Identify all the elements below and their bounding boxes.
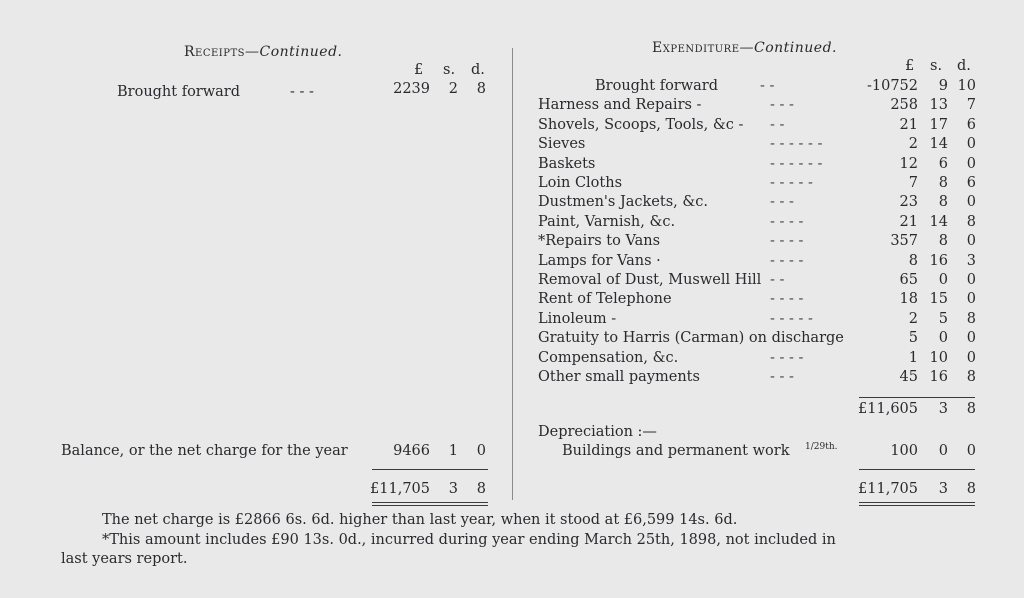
expenditure-item-dashes: - - - - (770, 349, 804, 366)
column-divider (512, 48, 513, 500)
expenditure-item-dashes: - - - - - (770, 175, 813, 191)
expenditure-item-pence: 0 (966, 155, 976, 172)
expenditure-col-pounds: £ (905, 58, 915, 74)
footnote-asterisk: *This amount includes £90 13s. 0d., incurred during year ending March 25th, 1898, not included in (102, 532, 836, 548)
expenditure-item-label: Compensation, &c. (538, 349, 679, 366)
expenditure-item-label: Linoleum - (538, 310, 617, 327)
expenditure-item-shillings: 15 (929, 291, 948, 308)
expenditure-item-pence: 3 (966, 252, 976, 269)
expenditure-item-pence: 10 (957, 78, 976, 94)
expenditure-item-shillings: 10 (929, 349, 948, 366)
expenditure-item-label: *Repairs to Vans (538, 233, 661, 250)
expenditure-item-shillings: 5 (938, 310, 948, 327)
receipts-balance-label: Balance, or the net charge for the year (61, 443, 348, 459)
depreciation-item-label: Buildings and permanent work (562, 443, 790, 459)
depreciation-item-shillings: 0 (938, 443, 948, 459)
expenditure-item-pounds: 2 (908, 136, 918, 153)
expenditure-item-pounds: 2 (908, 310, 918, 327)
expenditure-item-pence: 7 (966, 97, 976, 114)
expenditure-item-pounds: 23 (899, 194, 918, 211)
expenditure-item-pence: 8 (966, 310, 976, 327)
expenditure-item-dashes: - - - - (770, 291, 804, 308)
expenditure-total-rule-bottom-1 (859, 502, 975, 503)
expenditure-item-pence: 6 (966, 116, 976, 133)
receipts-brought-forward-pence: 8 (476, 81, 486, 97)
receipts-total-rule-bottom-1 (372, 502, 488, 503)
expenditure-item-label: Rent of Telephone (538, 291, 672, 308)
depreciation-item-pounds: 100 (890, 443, 918, 459)
expenditure-heading-main: Expenditure (652, 40, 740, 56)
expenditure-item-pounds: -10752 (866, 78, 918, 94)
expenditure-item-dashes: - - (770, 116, 785, 133)
expenditure-item-dashes: - - - - - (770, 310, 813, 327)
expenditure-item-pounds: 21 (899, 213, 918, 230)
receipts-col-shillings: s. (443, 62, 456, 78)
expenditure-item-pence: 0 (966, 136, 976, 153)
expenditure-item-pounds: 7 (908, 175, 918, 191)
expenditure-total-pence: 8 (966, 481, 976, 497)
expenditure-item-shillings: 8 (938, 233, 948, 250)
expenditure-item-pounds: 258 (890, 97, 918, 114)
depreciation-item-pence: 0 (966, 443, 976, 459)
receipts-brought-forward-label: Brought forward (117, 84, 241, 100)
expenditure-item-dashes: - - - (770, 97, 794, 114)
receipts-total-pounds: £11,705 (370, 481, 430, 497)
expenditure-item-pence: 6 (966, 175, 976, 191)
expenditure-total-shillings: 3 (938, 481, 948, 497)
expenditure-heading-sub: —Continued. (739, 40, 838, 56)
expenditure-item-shillings: 8 (938, 194, 948, 211)
expenditure-total-pounds: £11,705 (858, 481, 918, 497)
expenditure-item-shillings: 17 (929, 116, 948, 133)
expenditure-item-pounds: 21 (899, 116, 918, 133)
expenditure-item-shillings: 14 (929, 213, 948, 230)
expenditure-item-label: Shovels, Scoops, Tools, &c - (538, 116, 744, 133)
expenditure-item-shillings: 8 (938, 175, 948, 191)
receipts-total-rule-top (372, 469, 488, 470)
expenditure-item-pence: 0 (966, 291, 976, 308)
expenditure-subtotal-pounds: £11,605 (858, 401, 918, 417)
expenditure-item-dashes: - - - (770, 194, 794, 211)
expenditure-item-shillings: 0 (938, 330, 948, 347)
expenditure-heading (652, 40, 837, 56)
receipts-col-pence: d. (471, 62, 485, 78)
expenditure-item-shillings: 6 (938, 155, 948, 172)
expenditure-col-shillings: s. (930, 58, 943, 74)
expenditure-item-pounds: 45 (899, 369, 918, 385)
expenditure-total-rule-top (859, 469, 975, 470)
expenditure-item-label: Sieves (538, 136, 586, 153)
expenditure-item-pence: 0 (966, 349, 976, 366)
expenditure-total-rule-bottom-2 (859, 505, 975, 506)
expenditure-item-label: Gratuity to Harris (Carman) on discharge (538, 330, 844, 347)
expenditure-item-shillings: 16 (929, 369, 948, 385)
expenditure-item-label: Dustmen's Jackets, &c. (538, 194, 709, 211)
expenditure-subtotal-rule (859, 397, 975, 398)
receipts-col-pounds: £ (414, 62, 424, 78)
expenditure-item-shillings: 13 (929, 97, 948, 114)
receipts-balance-shillings: 1 (448, 443, 458, 459)
expenditure-item-label: Other small payments (538, 369, 700, 385)
expenditure-item-pounds: 357 (890, 233, 918, 250)
expenditure-item-dashes: - - - (770, 369, 794, 385)
expenditure-item-dashes: - - - - - - (770, 136, 823, 153)
receipts-balance-pounds: 9466 (393, 443, 430, 459)
expenditure-item-pence: 8 (966, 369, 976, 385)
depreciation-item-note: 1/29th. (805, 442, 838, 452)
expenditure-item-label: Harness and Repairs - (538, 97, 702, 114)
receipts-heading (184, 44, 343, 60)
expenditure-item-pounds: 1 (908, 349, 918, 366)
expenditure-item-dashes: - - - - (770, 213, 804, 230)
expenditure-item-label: Removal of Dust, Muswell Hill (538, 272, 762, 288)
expenditure-item-pence: 0 (966, 330, 976, 347)
receipts-brought-forward-pounds: 2239 (393, 81, 430, 97)
expenditure-item-pounds: 5 (908, 330, 918, 347)
receipts-brought-forward-dashes: - - - (290, 84, 314, 100)
expenditure-subtotal-shillings: 3 (938, 401, 948, 417)
expenditure-item-label: Paint, Varnish, &c. (538, 213, 676, 230)
expenditure-item-dashes: - - - - - - (770, 155, 823, 172)
expenditure-item-label: Baskets (538, 155, 596, 172)
expenditure-item-shillings: 14 (929, 136, 948, 153)
expenditure-item-dashes: - - - - (770, 233, 804, 250)
receipts-total-rule-bottom-2 (372, 505, 488, 506)
receipts-total-pence: 8 (476, 481, 486, 497)
expenditure-item-dashes: - - (760, 78, 775, 94)
expenditure-item-pence: 0 (966, 194, 976, 211)
expenditure-item-pounds: 12 (899, 155, 918, 172)
expenditure-subtotal-pence: 8 (966, 401, 976, 417)
expenditure-item-pounds: 8 (908, 252, 918, 269)
depreciation-label: Depreciation :— (538, 424, 657, 440)
expenditure-item-label: Brought forward (595, 78, 719, 94)
expenditure-item-pence: 0 (966, 233, 976, 250)
expenditure-item-pounds: 65 (899, 272, 918, 288)
expenditure-item-pence: 8 (966, 213, 976, 230)
expenditure-item-dashes: - - (770, 272, 785, 288)
expenditure-item-pence: 0 (966, 272, 976, 288)
expenditure-item-shillings: 9 (938, 78, 948, 94)
expenditure-col-pence: d. (957, 58, 971, 74)
receipts-balance-pence: 0 (476, 443, 486, 459)
receipts-heading-main: Receipts (184, 44, 245, 60)
expenditure-item-shillings: 16 (929, 252, 948, 269)
receipts-heading-sub: —Continued. (245, 44, 343, 60)
expenditure-item-label: Loin Cloths (538, 175, 623, 191)
expenditure-item-shillings: 0 (938, 272, 948, 288)
receipts-brought-forward-shillings: 2 (448, 81, 458, 97)
footnote-asterisk-continued: last years report. (61, 551, 188, 567)
expenditure-item-pounds: 18 (899, 291, 918, 308)
expenditure-item-dashes: - - - - (770, 252, 804, 269)
expenditure-item-label: Lamps for Vans · (538, 252, 661, 269)
footnote-net-charge: The net charge is £2866 6s. 6d. higher than last year, when it stood at £6,599 14s. 6d. (102, 512, 738, 528)
receipts-total-shillings: 3 (448, 481, 458, 497)
